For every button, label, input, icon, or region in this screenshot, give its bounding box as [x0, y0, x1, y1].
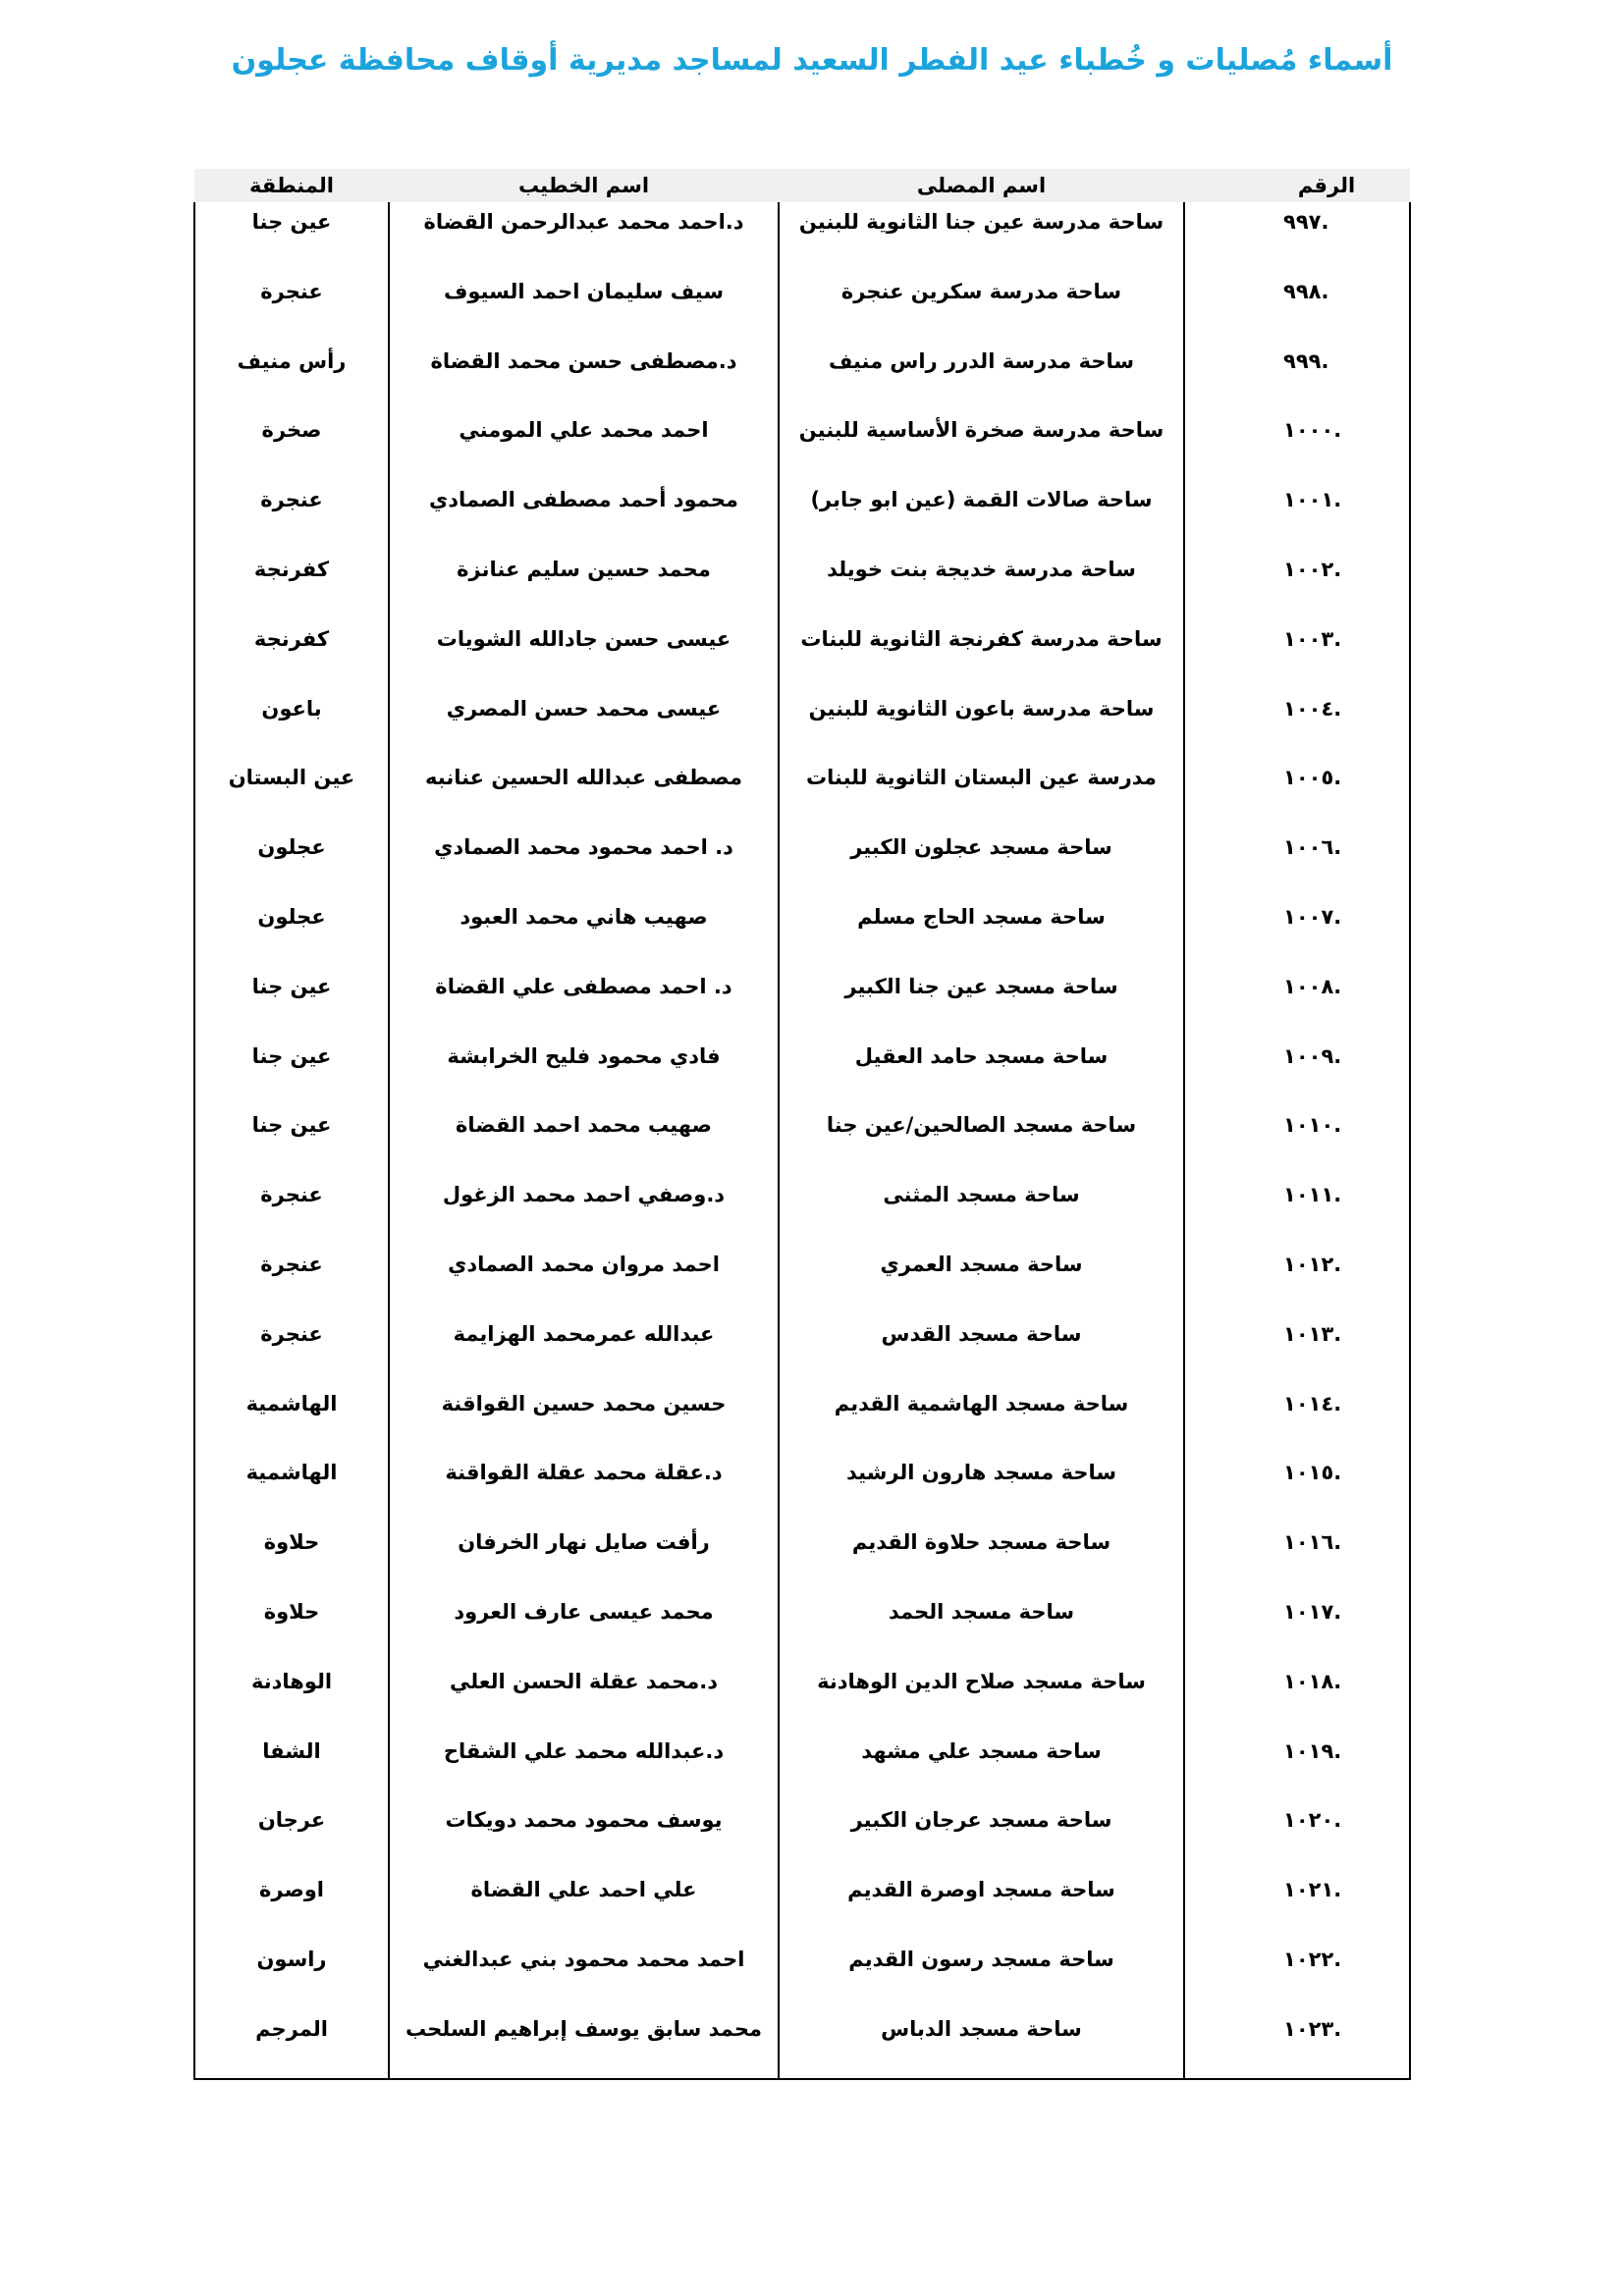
table-row — [194, 1245, 1410, 1314]
table-row — [194, 689, 1410, 759]
table-row — [194, 758, 1410, 828]
area-cell: كفرنجة — [194, 619, 389, 689]
khatib-cell: محمد عيسى عارف العرود — [389, 1592, 779, 1662]
table-row — [194, 2009, 1410, 2079]
number-cell: ٩٩٨. — [1184, 272, 1410, 342]
musalla-cell: ساحة مدرسة سكرين عنجرة — [779, 272, 1184, 342]
area-cell: عنجرة — [194, 1314, 389, 1384]
header-number: الرقم — [1184, 169, 1410, 202]
number-cell: ١٠١٥. — [1184, 1453, 1410, 1522]
number-cell: ١٠١٢. — [1184, 1245, 1410, 1314]
musalla-cell: ساحة مسجد اوصرة القديم — [779, 1870, 1184, 1940]
number-cell: ١٠٠٤. — [1184, 689, 1410, 759]
table-row — [194, 1522, 1410, 1592]
eid-prayer-table — [193, 169, 1411, 2080]
area-cell: عين البستان — [194, 758, 389, 828]
khatib-cell: محمد حسين سليم عنانزة — [389, 550, 779, 619]
musalla-cell: ساحة مسجد حلاوة القديم — [779, 1522, 1184, 1592]
table-row — [194, 480, 1410, 550]
table-row — [194, 1940, 1410, 2009]
table-row — [194, 1732, 1410, 1801]
table-row — [194, 342, 1410, 411]
musalla-cell: ساحة مسجد الصالحين/عين جنا — [779, 1105, 1184, 1175]
musalla-cell: ساحة مسجد عرجان الكبير — [779, 1800, 1184, 1870]
table-row — [194, 1800, 1410, 1870]
table-row — [194, 202, 1410, 272]
number-cell: ١٠١٦. — [1184, 1522, 1410, 1592]
number-cell: ١٠٢٠. — [1184, 1800, 1410, 1870]
table-row — [194, 1105, 1410, 1175]
khatib-cell: د.وصفي احمد محمد الزغول — [389, 1175, 779, 1245]
document-title: أسماء مُصليات و خُطباء عيد الفطر السعيد لمساجد مديرية أوقاف محافظة عجلون — [231, 43, 1393, 78]
musalla-cell: ساحة مسجد المثنى — [779, 1175, 1184, 1245]
number-cell: ٩٩٧. — [1184, 202, 1410, 272]
musalla-cell: ساحة مسجد القدس — [779, 1314, 1184, 1384]
table-row — [194, 619, 1410, 689]
khatib-cell: عبدالله عمرمحمد الهزايمة — [389, 1314, 779, 1384]
number-cell: ١٠٠٥. — [1184, 758, 1410, 828]
area-cell: كفرنجة — [194, 550, 389, 619]
number-cell: ١٠٠٢. — [1184, 550, 1410, 619]
area-cell: رأس منيف — [194, 342, 389, 411]
area-cell: عين جنا — [194, 202, 389, 272]
area-cell: عنجرة — [194, 480, 389, 550]
khatib-cell: د. احمد محمود محمد الصمادي — [389, 828, 779, 897]
table-row — [194, 1037, 1410, 1106]
khatib-cell: د.مصطفى حسن محمد القضاة — [389, 342, 779, 411]
khatib-cell: مصطفى عبدالله الحسين عنانبه — [389, 758, 779, 828]
area-cell: الوهادنة — [194, 1662, 389, 1732]
area-cell: باعون — [194, 689, 389, 759]
musalla-cell: ساحة مدرسة صخرة الأساسية للبنين — [779, 410, 1184, 480]
area-cell: عين جنا — [194, 1037, 389, 1106]
area-cell: اوصرة — [194, 1870, 389, 1940]
khatib-cell: د.محمد عقلة الحسن العلي — [389, 1662, 779, 1732]
table-row — [194, 272, 1410, 342]
table-row — [194, 550, 1410, 619]
area-cell: الهاشمية — [194, 1453, 389, 1522]
musalla-cell: ساحة مسجد رسون القديم — [779, 1940, 1184, 2009]
table-header-row — [194, 169, 1410, 202]
musalla-cell: ساحة مدرسة الدرر راس منيف — [779, 342, 1184, 411]
musalla-cell: مدرسة عين البستان الثانوية للبنات — [779, 758, 1184, 828]
area-cell: عين جنا — [194, 967, 389, 1037]
khatib-cell: محمود أحمد مصطفى الصمادي — [389, 480, 779, 550]
area-cell: المرجم — [194, 2009, 389, 2079]
khatib-cell: عيسى حسن جادالله الشويات — [389, 619, 779, 689]
khatib-cell: حسين محمد حسين القواقنة — [389, 1384, 779, 1454]
khatib-cell: احمد محمد علي المومني — [389, 410, 779, 480]
khatib-cell: د. احمد مصطفى علي القضاة — [389, 967, 779, 1037]
musalla-cell: ساحة مسجد عجلون الكبير — [779, 828, 1184, 897]
number-cell: ٩٩٩. — [1184, 342, 1410, 411]
area-cell: عنجرة — [194, 1245, 389, 1314]
table-row — [194, 410, 1410, 480]
table-body — [194, 202, 1410, 2079]
number-cell: ١٠١٨. — [1184, 1662, 1410, 1732]
khatib-cell: سيف سليمان احمد السيوف — [389, 272, 779, 342]
musalla-cell: ساحة مدرسة خديجة بنت خويلد — [779, 550, 1184, 619]
number-cell: ١٠١٤. — [1184, 1384, 1410, 1454]
musalla-cell: ساحة مدرسة عين جنا الثانوية للبنين — [779, 202, 1184, 272]
area-cell: عجلون — [194, 828, 389, 897]
number-cell: ١٠٢١. — [1184, 1870, 1410, 1940]
musalla-cell: ساحة مدرسة كفرنجة الثانوية للبنات — [779, 619, 1184, 689]
area-cell: عنجرة — [194, 1175, 389, 1245]
number-cell: ١٠١٩. — [1184, 1732, 1410, 1801]
musalla-cell: ساحة مسجد هارون الرشيد — [779, 1453, 1184, 1522]
area-cell: راسون — [194, 1940, 389, 2009]
area-cell: عين جنا — [194, 1105, 389, 1175]
table-row — [194, 1453, 1410, 1522]
number-cell: ١٠٢٣. — [1184, 2009, 1410, 2079]
number-cell: ١٠٠٣. — [1184, 619, 1410, 689]
number-cell: ١٠٢٢. — [1184, 1940, 1410, 2009]
musalla-cell: ساحة مسجد حامد العقيل — [779, 1037, 1184, 1106]
area-cell: عجلون — [194, 897, 389, 967]
number-cell: ١٠١٠. — [1184, 1105, 1410, 1175]
musalla-cell: ساحة مسجد الهاشمية القديم — [779, 1384, 1184, 1454]
musalla-cell: ساحة مسجد الحمد — [779, 1592, 1184, 1662]
khatib-cell: علي احمد علي القضاة — [389, 1870, 779, 1940]
number-cell: ١٠٠٨. — [1184, 967, 1410, 1037]
area-cell: عنجرة — [194, 272, 389, 342]
area-cell: حلاوة — [194, 1592, 389, 1662]
khatib-cell: صهيب هاني محمد العبود — [389, 897, 779, 967]
khatib-cell: صهيب محمد احمد القضاة — [389, 1105, 779, 1175]
area-cell: حلاوة — [194, 1522, 389, 1592]
khatib-cell: د.عقلة محمد عقلة القواقنة — [389, 1453, 779, 1522]
musalla-cell: ساحة مسجد الحاج مسلم — [779, 897, 1184, 967]
number-cell: ١٠١٣. — [1184, 1314, 1410, 1384]
area-cell: صخرة — [194, 410, 389, 480]
table-row — [194, 828, 1410, 897]
table-row — [194, 1870, 1410, 1940]
musalla-cell: ساحة مدرسة باعون الثانوية للبنين — [779, 689, 1184, 759]
number-cell: ١٠١٧. — [1184, 1592, 1410, 1662]
musalla-cell: ساحة مسجد الدباس — [779, 2009, 1184, 2079]
number-cell: ١٠٠٧. — [1184, 897, 1410, 967]
area-cell: الشفا — [194, 1732, 389, 1801]
table-row — [194, 1314, 1410, 1384]
musalla-cell: ساحة مسجد العمري — [779, 1245, 1184, 1314]
musalla-cell: ساحة مسجد علي مشهد — [779, 1732, 1184, 1801]
khatib-cell: يوسف محمود محمد دويكات — [389, 1800, 779, 1870]
number-cell: ١٠٠٩. — [1184, 1037, 1410, 1106]
khatib-cell: د.عبدالله محمد علي الشقاح — [389, 1732, 779, 1801]
number-cell: ١٠١١. — [1184, 1175, 1410, 1245]
musalla-cell: ساحة مسجد عين جنا الكبير — [779, 967, 1184, 1037]
number-cell: ١٠٠١. — [1184, 480, 1410, 550]
table-row — [194, 897, 1410, 967]
musalla-cell: ساحة صالات القمة (عين ابو جابر) — [779, 480, 1184, 550]
header-area: المنطقة — [194, 169, 389, 202]
khatib-cell: عيسى محمد حسن المصري — [389, 689, 779, 759]
khatib-cell: فادي محمود فليح الخرابشة — [389, 1037, 779, 1106]
table-row — [194, 1662, 1410, 1732]
table-row — [194, 1175, 1410, 1245]
table-row — [194, 967, 1410, 1037]
table-row — [194, 1384, 1410, 1454]
musalla-cell: ساحة مسجد صلاح الدين الوهادنة — [779, 1662, 1184, 1732]
header-musalla: اسم المصلى — [779, 169, 1184, 202]
number-cell: ١٠٠٠. — [1184, 410, 1410, 480]
area-cell: عرجان — [194, 1800, 389, 1870]
khatib-cell: رأفت صايل نهار الخرفان — [389, 1522, 779, 1592]
table-row — [194, 1592, 1410, 1662]
khatib-cell: احمد محمد محمود بني عبدالغني — [389, 1940, 779, 2009]
khatib-cell: محمد سابق يوسف إبراهيم السلحب — [389, 2009, 779, 2079]
number-cell: ١٠٠٦. — [1184, 828, 1410, 897]
header-khatib: اسم الخطيب — [389, 169, 779, 202]
khatib-cell: د.احمد محمد عبدالرحمن القضاة — [389, 202, 779, 272]
area-cell: الهاشمية — [194, 1384, 389, 1454]
khatib-cell: احمد مروان محمد الصمادي — [389, 1245, 779, 1314]
